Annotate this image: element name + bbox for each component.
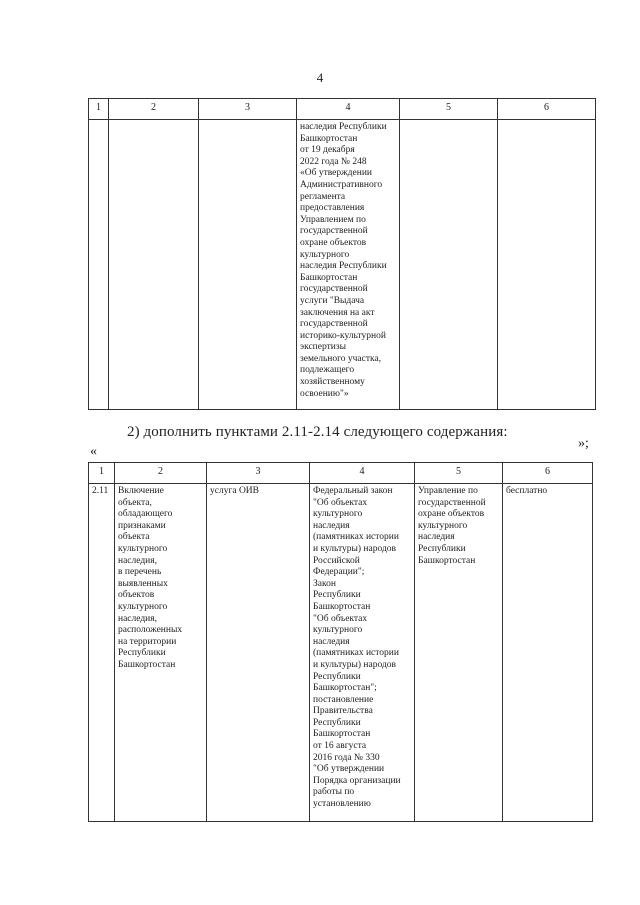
text-line: объекта, bbox=[118, 497, 152, 508]
text-line: регламента bbox=[300, 191, 346, 202]
text-line: объектов bbox=[118, 590, 155, 601]
text-line: историко-культурной bbox=[300, 330, 386, 341]
text-line: Республики bbox=[313, 717, 361, 728]
text-line: хозяйственному bbox=[300, 377, 365, 388]
text-line: от 19 декабря bbox=[300, 145, 355, 156]
text-line: наследия bbox=[313, 636, 350, 647]
text-line: Башкортостан bbox=[300, 272, 358, 283]
text-line: "Об утверждении bbox=[313, 764, 385, 775]
text-line: в перечень bbox=[118, 567, 162, 578]
text-line: наследия, bbox=[118, 555, 158, 566]
text-line: Управлением по bbox=[300, 214, 366, 225]
text-line: Башкортостан bbox=[313, 601, 371, 612]
text-line: признаками bbox=[118, 520, 166, 531]
text-line: (памятниках истории bbox=[313, 648, 399, 659]
text-line: Федерации"; bbox=[313, 567, 365, 578]
continuation-table bbox=[88, 98, 596, 410]
legal-basis-cell bbox=[297, 120, 400, 410]
text-line: наследия bbox=[418, 532, 455, 543]
authority-cell bbox=[415, 484, 503, 822]
text-line: Башкортостан"; bbox=[313, 683, 377, 694]
text-line: обладающего bbox=[118, 509, 173, 520]
header-cell-5: 5 bbox=[415, 463, 503, 484]
text-line: предоставления bbox=[300, 203, 365, 214]
header-cell-5: 5 bbox=[400, 99, 498, 120]
item-number-cell: 2.11 bbox=[89, 484, 115, 822]
text-line: объекта bbox=[118, 532, 150, 543]
text-line: культурного bbox=[418, 520, 468, 531]
text-line: и культуры) народов bbox=[313, 659, 397, 670]
text-line: работы по bbox=[313, 787, 355, 798]
text-line: культурного bbox=[313, 509, 363, 520]
text-line: Российской bbox=[313, 555, 360, 566]
text-line: подлежащего bbox=[300, 365, 355, 376]
text-line: и культуры) народов bbox=[313, 543, 397, 554]
text-line: Республики bbox=[418, 543, 466, 554]
service-name-cell bbox=[115, 484, 207, 822]
text-line: Республики bbox=[313, 590, 361, 601]
text-line: Правительства bbox=[313, 706, 373, 717]
cell-empty bbox=[109, 120, 199, 410]
table-row bbox=[89, 120, 596, 410]
text-line: Башкортостан bbox=[118, 659, 176, 670]
text-line: государственной bbox=[300, 284, 368, 295]
text-line: наследия Республики bbox=[300, 122, 387, 132]
header-cell-2: 2 bbox=[109, 99, 199, 120]
header-cell-3: 3 bbox=[207, 463, 310, 484]
text-line: Закон bbox=[313, 578, 336, 589]
page-number: 4 bbox=[316, 70, 324, 85]
amendment-instruction: 2) дополнить пунктами 2.11-2.14 следующего содержания: bbox=[127, 424, 508, 440]
text-line: от 16 августа bbox=[313, 741, 367, 752]
text-line: охране объектов bbox=[418, 509, 485, 520]
text-line: на территории bbox=[118, 636, 177, 647]
header-cell-4: 4 bbox=[297, 99, 400, 120]
text-line: Башкортостан bbox=[300, 133, 358, 144]
closing-quote-mark: »; bbox=[578, 436, 589, 451]
header-cell-1: 1 bbox=[89, 99, 109, 120]
header-cell-1: 1 bbox=[89, 463, 115, 484]
table-header-row bbox=[89, 99, 596, 120]
legal-basis-cell bbox=[310, 484, 415, 822]
text-line: Республики bbox=[118, 648, 166, 659]
text-line: "Об объектах bbox=[313, 613, 368, 624]
text-line: культурного bbox=[300, 249, 350, 260]
header-cell-6: 6 bbox=[503, 463, 593, 484]
text-line: Республики bbox=[313, 671, 361, 682]
text-line: постановление bbox=[313, 694, 374, 705]
text-line: экспертизы bbox=[300, 342, 346, 353]
text-line: расположенных bbox=[118, 625, 183, 636]
cell-empty bbox=[199, 120, 297, 410]
new-items-table bbox=[88, 462, 593, 822]
text-line: Порядка организации bbox=[313, 775, 401, 786]
text-line: Административного bbox=[300, 179, 383, 190]
opening-quote-mark: « bbox=[90, 444, 97, 459]
text-line: 2022 года № 248 bbox=[300, 156, 367, 167]
text-line: "Об объектах bbox=[313, 497, 368, 508]
text-line: Башкортостан bbox=[313, 729, 371, 740]
cell-empty bbox=[498, 120, 596, 410]
text-line: заключения на акт bbox=[300, 307, 375, 318]
text-line: освоению"» bbox=[300, 388, 349, 399]
service-type-cell: услуга ОИВ bbox=[207, 484, 310, 822]
text-line: Управление по bbox=[418, 486, 478, 496]
table-row bbox=[89, 484, 593, 822]
text-line: Включение bbox=[118, 486, 164, 496]
text-line: Федеральный закон bbox=[313, 486, 393, 496]
header-cell-6: 6 bbox=[498, 99, 596, 120]
text-line: наследия Республики bbox=[300, 261, 387, 272]
text-line: охране объектов bbox=[300, 237, 367, 248]
text-line: государственной bbox=[418, 497, 486, 508]
fee-cell: бесплатно bbox=[503, 484, 593, 822]
cell-empty bbox=[89, 120, 109, 410]
text-line: Башкортостан bbox=[418, 555, 476, 566]
text-line: государственной bbox=[300, 226, 368, 237]
text-line: установлению bbox=[313, 799, 371, 810]
text-line: культурного bbox=[118, 543, 168, 554]
text-line: (памятниках истории bbox=[313, 532, 399, 543]
header-cell-2: 2 bbox=[115, 463, 207, 484]
text-line: наследия, bbox=[118, 613, 158, 624]
text-line: выявленных bbox=[118, 578, 168, 589]
text-line: культурного bbox=[118, 601, 168, 612]
text-line: земельного участка, bbox=[300, 353, 382, 364]
text-line: государственной bbox=[300, 319, 368, 330]
header-cell-4: 4 bbox=[310, 463, 415, 484]
text-line: «Об утверждении bbox=[300, 168, 372, 179]
cell-empty bbox=[400, 120, 498, 410]
text-line: 2016 года № 330 bbox=[313, 752, 380, 763]
text-line: услуги "Выдача bbox=[300, 295, 365, 306]
text-line: культурного bbox=[313, 625, 363, 636]
text-line: наследия bbox=[313, 520, 350, 531]
header-cell-3: 3 bbox=[199, 99, 297, 120]
table-header-row bbox=[89, 463, 593, 484]
